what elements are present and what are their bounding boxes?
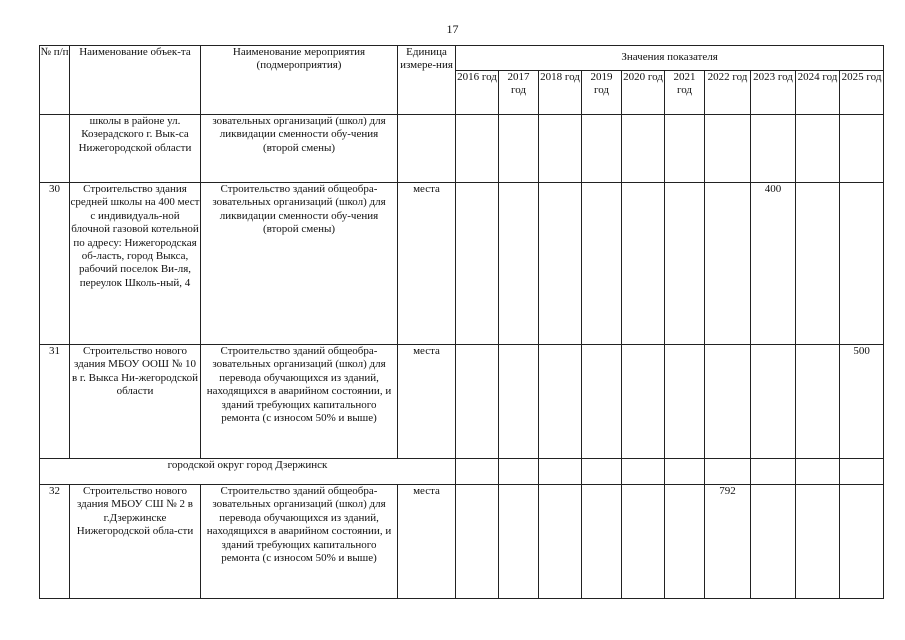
row-measure: Строительство зданий общеобра-зовательных организаций (школ) для перевода обучающихся из зданий, находящихся в аварийном состоянии, и зданий требующих капитального ремонта (с износом 50% и выше) <box>201 345 398 459</box>
row-value <box>456 183 499 345</box>
row-value <box>582 115 622 183</box>
row-object: Строительство здания средней школы на 400 мест с индивидуаль-ной блочной газовой котельной по адресу: Нижегородская об-ласть, город Выкса, рабочий поселок Ви-ля, переулок Школь-ный, 4 <box>70 183 201 345</box>
row-unit: места <box>398 183 456 345</box>
header-year: 2017 год <box>499 71 539 115</box>
section-row <box>40 459 884 485</box>
row-value <box>622 115 665 183</box>
header-year: 2020 год <box>622 71 665 115</box>
row-measure: Строительство зданий общеобра-зовательных организаций (школ) для ликвидации сменности обу-чения (второй смены) <box>201 183 398 345</box>
header-year: 2018 год <box>539 71 582 115</box>
row-value: 792 <box>705 485 751 599</box>
row-value <box>539 345 582 459</box>
row-value <box>499 485 539 599</box>
section-empty-cell <box>499 459 539 485</box>
header-year: 2022 год <box>705 71 751 115</box>
row-measure: зовательных организаций (школ) для ликвидации сменности обу-чения (второй смены) <box>201 115 398 183</box>
row-value: 400 <box>751 183 796 345</box>
section-empty-cell <box>796 459 840 485</box>
row-value <box>705 115 751 183</box>
section-empty-cell <box>840 459 884 485</box>
row-object: Строительство нового здания МБОУ ООШ № 10 в г. Выкса Ни-жегородской области <box>70 345 201 459</box>
row-value <box>582 485 622 599</box>
row-value <box>840 183 884 345</box>
header-num: № п/п <box>40 46 70 115</box>
section-empty-cell <box>705 459 751 485</box>
header-unit: Единица измере-ния <box>398 46 456 115</box>
row-value <box>796 115 840 183</box>
row-value <box>751 485 796 599</box>
row-num: 30 <box>40 183 70 345</box>
header-year: 2019 год <box>582 71 622 115</box>
indicator-table <box>39 45 884 599</box>
row-value <box>539 183 582 345</box>
header-year: 2025 год <box>840 71 884 115</box>
section-empty-cell <box>456 459 499 485</box>
row-num <box>40 115 70 183</box>
row-value <box>840 485 884 599</box>
header-object: Наименование объек-та <box>70 46 201 115</box>
header-year: 2021 год <box>665 71 705 115</box>
header-year: 2024 год <box>796 71 840 115</box>
row-unit: места <box>398 485 456 599</box>
row-value <box>840 115 884 183</box>
row-value <box>582 183 622 345</box>
section-empty-cell <box>665 459 705 485</box>
row-value <box>582 345 622 459</box>
section-empty-cell <box>539 459 582 485</box>
row-value <box>705 183 751 345</box>
section-empty-cell <box>582 459 622 485</box>
header-year: 2016 год <box>456 71 499 115</box>
row-num: 32 <box>40 485 70 599</box>
row-object: школы в районе ул. Козерадского г. Вык-са Нижегородской области <box>70 115 201 183</box>
row-value <box>665 115 705 183</box>
row-value <box>539 115 582 183</box>
section-title: городской округ город Дзержинск <box>40 459 456 485</box>
row-value: 500 <box>840 345 884 459</box>
row-value <box>456 115 499 183</box>
row-value <box>456 485 499 599</box>
header-year: 2023 год <box>751 71 796 115</box>
header-measure: Наименование мероприятия (подмероприятия) <box>201 46 398 115</box>
row-value <box>751 345 796 459</box>
row-value <box>665 183 705 345</box>
row-object: Строительство нового здания МБОУ СШ № 2 в г.Дзержинске Нижегородской обла-сти <box>70 485 201 599</box>
table-row <box>40 345 884 459</box>
table-row <box>40 115 884 183</box>
header-values: Значения показателя <box>456 46 884 71</box>
table-row <box>40 485 884 599</box>
row-value <box>705 345 751 459</box>
row-value <box>499 183 539 345</box>
section-empty-cell <box>751 459 796 485</box>
row-value <box>796 345 840 459</box>
row-value <box>665 485 705 599</box>
row-value <box>665 345 705 459</box>
row-num: 31 <box>40 345 70 459</box>
row-value <box>796 183 840 345</box>
row-value <box>539 485 582 599</box>
row-value <box>796 485 840 599</box>
row-value <box>622 345 665 459</box>
row-value <box>751 115 796 183</box>
row-unit <box>398 115 456 183</box>
section-empty-cell <box>622 459 665 485</box>
row-measure: Строительство зданий общеобра-зовательных организаций (школ) для перевода обучающихся из зданий, находящихся в аварийном состоянии, и зданий требующих капитального ремонта (с износом 50% и выше) <box>201 485 398 599</box>
row-unit: места <box>398 345 456 459</box>
row-value <box>499 345 539 459</box>
row-value <box>456 345 499 459</box>
row-value <box>499 115 539 183</box>
page-number: 17 <box>446 22 459 36</box>
row-value <box>622 183 665 345</box>
row-value <box>622 485 665 599</box>
table-row <box>40 183 884 345</box>
header-row-1 <box>40 46 884 71</box>
